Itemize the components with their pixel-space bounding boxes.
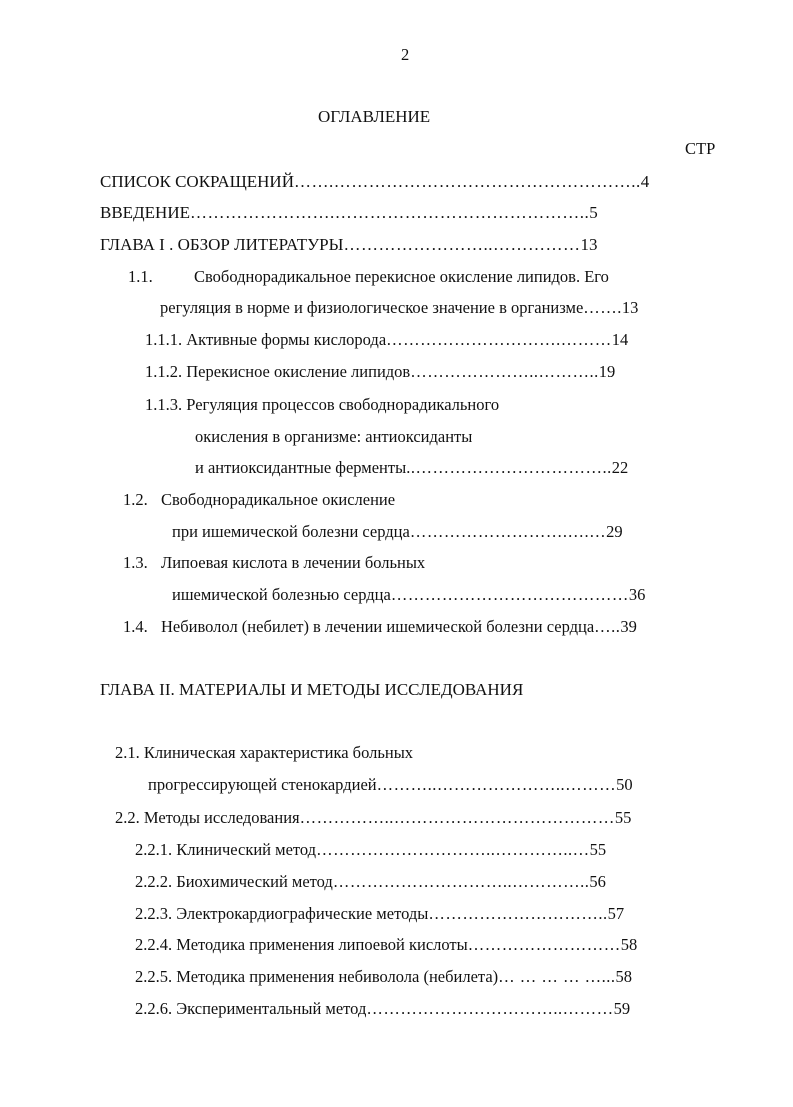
toc-entry bbox=[145, 362, 615, 382]
toc-entry-text: ишемической болезнью сердца bbox=[172, 585, 391, 604]
toc-entry-dots: ..…………………………….. bbox=[406, 458, 612, 477]
toc-entry-dots: …………………….…………………………………….. bbox=[189, 203, 590, 222]
toc-entry-text: ГЛАВА I . ОБЗОР ЛИТЕРАТУРЫ bbox=[100, 235, 344, 254]
toc-entry-number: 1.1. bbox=[128, 267, 153, 286]
toc-entry bbox=[100, 203, 598, 223]
toc-entry-dots: ……………………..…………… bbox=[343, 235, 581, 254]
toc-entry-text: 2.1. Клиническая характеристика больных bbox=[115, 743, 414, 762]
toc-entry-text: 1.1.3. Регуляция процессов свободнорадикального bbox=[145, 395, 500, 414]
toc-entry-dots: ………..…………………..……… bbox=[376, 775, 617, 794]
toc-entry-page: 14 bbox=[611, 330, 629, 349]
page-number: 2 bbox=[401, 45, 410, 64]
toc-entry-dots: ….. bbox=[594, 617, 621, 636]
page-column-header: СТР bbox=[685, 139, 716, 158]
toc-entry-dots: …………………………………… bbox=[390, 585, 629, 604]
toc-entry-text: Свободнорадикальное окисление bbox=[161, 490, 396, 509]
toc-entry-text: Небиволол (небилет) в лечении ишемической болезни сердца bbox=[161, 617, 595, 636]
toc-entry bbox=[100, 235, 597, 255]
toc-entry bbox=[123, 490, 395, 510]
toc-entry bbox=[128, 267, 609, 287]
toc-entry-page: 55 bbox=[614, 808, 632, 827]
toc-entry-dots: ……. bbox=[583, 298, 622, 317]
toc-entry-page: 56 bbox=[589, 872, 606, 891]
toc-entry bbox=[172, 585, 645, 605]
toc-entry-page: 5 bbox=[589, 203, 598, 222]
toc-entry-page: 4 bbox=[640, 172, 650, 191]
toc-entry-text: 2.2.6. Экспериментальный метод bbox=[135, 999, 367, 1018]
toc-entry-text: Липоевая кислота в лечении больных bbox=[161, 553, 426, 572]
toc-entry-page: 58 bbox=[615, 967, 633, 986]
toc-entry bbox=[123, 553, 425, 573]
toc-entry-number: 1.2. bbox=[123, 490, 148, 509]
toc-entry-page: 55 bbox=[589, 840, 607, 859]
toc-entry-dots: …………………………..…………..… bbox=[316, 840, 590, 859]
toc-entry-dots: …….…………………………………………….. bbox=[293, 172, 641, 191]
toc-entry bbox=[145, 330, 628, 350]
toc-entry-text: 2.2.3. Электрокардиографические методы bbox=[135, 904, 429, 923]
toc-entry bbox=[135, 999, 630, 1019]
toc-entry-page: 36 bbox=[628, 585, 646, 604]
toc-entry-text: прогрессирующей стенокардией bbox=[148, 775, 377, 794]
toc-entry bbox=[115, 743, 413, 763]
toc-entry-text: СПИСОК СОКРАЩЕНИЙ bbox=[100, 172, 294, 191]
toc-entry bbox=[135, 872, 606, 892]
toc-entry bbox=[135, 904, 624, 924]
chapter-heading bbox=[100, 680, 523, 700]
toc-entry-dots: …………………………..………….. bbox=[332, 872, 590, 891]
toc-entry-text: регуляция в норме и физиологическое значение в организме bbox=[160, 298, 584, 317]
toc-entry bbox=[135, 935, 637, 955]
toc-entry-page: 22 bbox=[611, 458, 629, 477]
toc-entry-page: 59 bbox=[613, 999, 631, 1018]
toc-entry bbox=[115, 808, 631, 828]
toc-entry bbox=[123, 617, 637, 637]
toc-entry-text: 2.2.5. Методика применения небиволола (небилета) bbox=[135, 967, 499, 986]
toc-entry-text: ВВЕДЕНИЕ bbox=[100, 203, 190, 222]
toc-entry bbox=[148, 775, 633, 795]
toc-entry-text: Свободнорадикальное перекисное окисление липидов. Его bbox=[194, 267, 609, 286]
toc-entry-number: 1.4. bbox=[123, 617, 148, 636]
toc-entry-dots: ………………………….. bbox=[428, 904, 608, 923]
toc-entry-text: и антиоксидантные ферменты bbox=[195, 458, 407, 477]
toc-entry-text: 2.2.4. Методика применения липоевой кислоты bbox=[135, 935, 468, 954]
toc-entry-text: 2.2. Методы исследования bbox=[115, 808, 300, 827]
toc-entry-text: 1.1.1. Активные формы кислорода bbox=[145, 330, 387, 349]
toc-entry-dots: ……………………………..……… bbox=[366, 999, 614, 1018]
toc-entry bbox=[160, 298, 638, 318]
toc-entry-dots: … … … … …... bbox=[498, 967, 616, 986]
toc-entry bbox=[172, 522, 623, 542]
toc-entry bbox=[145, 395, 499, 415]
toc-entry-dots: ………………………….……… bbox=[386, 330, 612, 349]
toc-entry-page: 39 bbox=[620, 617, 637, 636]
toc-entry bbox=[195, 427, 472, 447]
toc-entry-text: 2.2.1. Клинический метод bbox=[135, 840, 317, 859]
toc-entry-dots: ……………………… bbox=[467, 935, 621, 954]
toc-entry-text: ГЛАВА II. МАТЕРИАЛЫ И МЕТОДЫ ИССЛЕДОВАНИЯ bbox=[100, 680, 524, 699]
toc-entry-dots: …………………..……….. bbox=[410, 362, 599, 381]
toc-entry-page: 13 bbox=[580, 235, 598, 254]
toc-entry-dots: ……………..………………………………… bbox=[299, 808, 615, 827]
toc-entry bbox=[195, 458, 628, 478]
toc-entry-dots: ……………………….….… bbox=[409, 522, 607, 541]
toc-entry-page: 50 bbox=[616, 775, 633, 794]
toc-entry-page: 19 bbox=[598, 362, 616, 381]
toc-entry-text: 1.1.2. Перекисное окисление липидов bbox=[145, 362, 411, 381]
toc-entry-page: 13 bbox=[621, 298, 639, 317]
page-title: ОГЛАВЛЕНИЕ bbox=[318, 107, 431, 126]
toc-entry bbox=[135, 967, 632, 987]
toc-entry-page: 57 bbox=[607, 904, 625, 923]
toc-entry-page: 29 bbox=[606, 522, 623, 541]
toc-entry bbox=[135, 840, 606, 860]
toc-entry-text: 2.2.2. Биохимический метод bbox=[135, 872, 333, 891]
toc-entry-text: окисления в организме: антиоксиданты bbox=[195, 427, 473, 446]
toc-entry-text: при ишемической болезни сердца bbox=[172, 522, 410, 541]
toc-entry bbox=[100, 172, 649, 192]
toc-entry-number: 1.3. bbox=[123, 553, 148, 572]
toc-entry-page: 58 bbox=[620, 935, 638, 954]
